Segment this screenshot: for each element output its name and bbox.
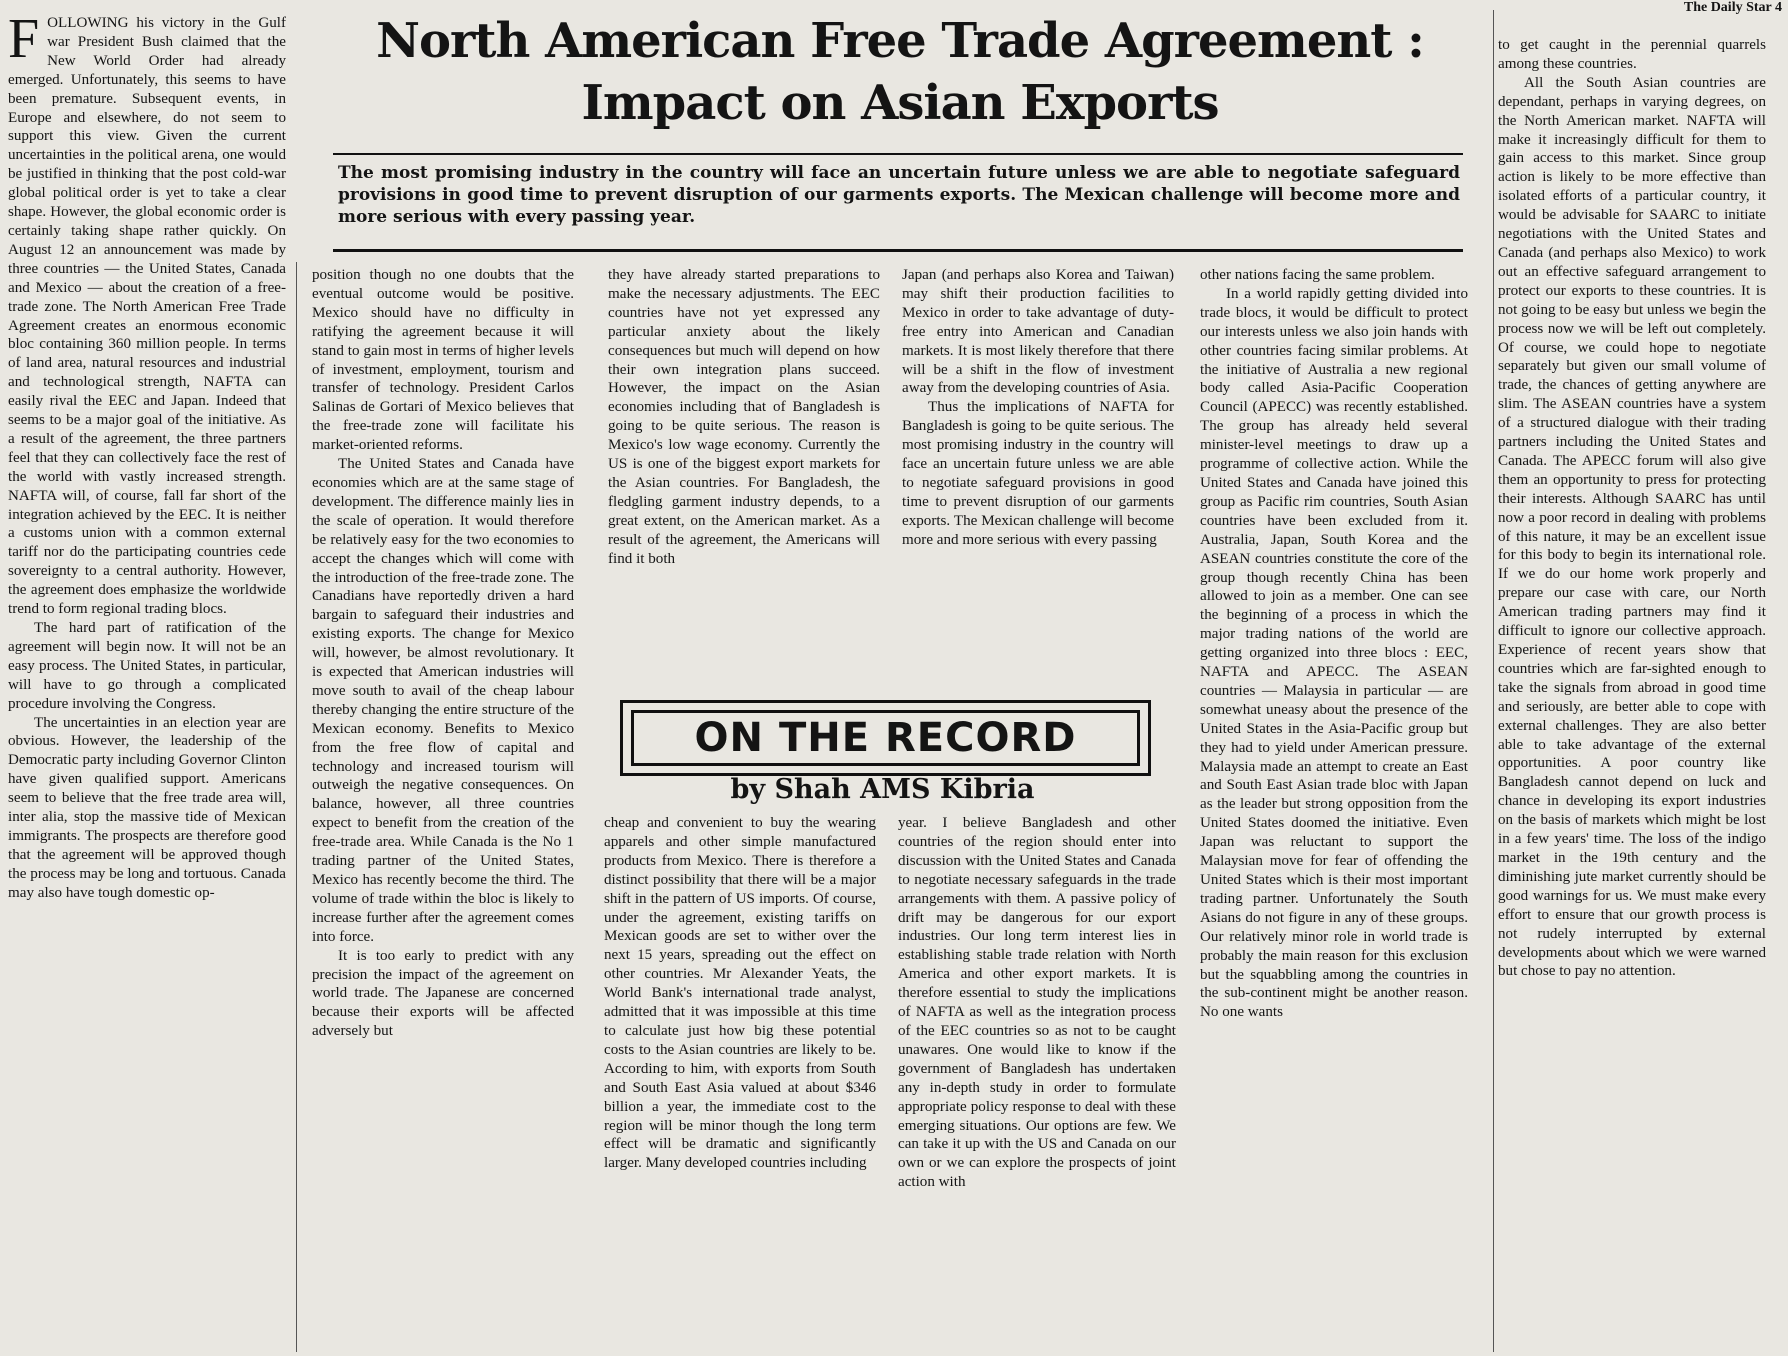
article-column-2 xyxy=(312,266,574,1354)
paragraph: position though no one doubts that the eventual outcome would be positive. Mexico should have no difficulty in ratifying the agreement because it will stand to gain most in terms of higher levels of investment, employment, tourism and transfer of technology. President Carlos Salinas de Gortari of Mexico believes that the free-trade zone will facilitate his market-oriented reforms. xyxy=(312,267,574,454)
paragraph: Thus the implications of NAFTA for Bangladesh is going to be quite serious. The most promising industry in the country will face an uncertain future unless we are able to negotiate safeguard provisions in good time to prevent disruption of our garments exports. The Mexican challenge will become more and more serious with every passing xyxy=(902,399,1174,548)
on-the-record-label: ON THE RECORD xyxy=(631,710,1140,766)
paragraph: The uncertainties in an election year are obvious. However, the leadership of the Democratic party including Governor Clinton have given qualified support. Americans seem to believe that the free trade area will, inter alia, stop the massive tide of Mexican immigrants. The prospects are therefore good that the agreement will be approved though the process may be long and tortuous. Canada may also have tough domestic op- xyxy=(8,714,286,901)
paragraph: In a world rapidly getting divided into trade blocs, it would be difficult to protect our interests unless we also join hands with other countries facing similar problems. At the initiative of Australia a new regional body called Asia-Pacific Cooperation Council (APECC) was recently established. The group has already held several minister-level meetings to draw up a programme of collective action. While the United States and Canada have joined this group as Pacific rim countries, South Asian countries have been excluded from it. Australia, Japan, South Korea and the ASEAN countries constitute the core of the group though recently China has been allowed to join as a member. One can see the beginning of a process in which the major trading nations of the world are getting organized into three blocs : EEC, NAFTA and APECC. The ASEAN countries — Malaysia in particular — are somewhat uneasy about the presence of the United States in the Asia-Pacific group but they had to yield under American pressure. Malaysia made an attempt to create an East and South East Asian trade bloc with Japan as the leader but strong opposition from the United States doomed the initiative. Even Japan was reluctant to support the Malaysian move for fear of offending the United States which is their most important trading partner. Unfortunately the South Asians do not figure in any of these groups. Our relatively minor role in world trade is probably the main reason for this exclusion but the squabbling among the countries in the sub-continent might be another reason. No one wants xyxy=(1200,285,1468,1021)
on-the-record-box xyxy=(620,700,1151,776)
article-column-1 xyxy=(8,14,286,1354)
headline-line-1: North American Free Trade Agreement : xyxy=(376,13,1424,69)
deck-summary: The most promising industry in the country will face an uncertain future unless we are able to negotiate safeguard provisions in good time to prevent disruption of our garments exports. The Mexican challenge will become more and more serious with every passing year. xyxy=(338,163,1460,227)
paragraph: year. I believe Bangladesh and other countries of the region should enter into discussion with the United States and Canada to negotiate necessary safeguards in the trade arrangements with them. A passive policy of drift may be dangerous for our export industries. Our long term interest lies in establishing stable trade relation with North America and other export markets. It is therefore essential to study the implications of NAFTA as well as the integration process of the EEC countries so as not to be caught unawares. One would like to know if the government of Bangladesh has undertaken any in-depth study in order to formulate appropriate policy response to deal with these emerging situations. Our options are few. We can take it up with the US and Canada on our own or we can explore the prospects of joint action with xyxy=(898,815,1176,1191)
article-column-4-top xyxy=(902,266,1174,686)
byline: by Shah AMS Kibria xyxy=(730,774,1035,805)
paragraph: The United States and Canada have economies which are at the same stage of development. The difference mainly lies in the scale of operation. It would therefore be relatively easy for the two economies to accept the changes which will come with the introduction of the free-trade zone. The Canadians have reportedly driven a hard bargain to safeguard their industries and existing exports. The change for Mexico will, however, be almost revolutionary. It is expected that American industries will move south to avail of the cheap labour thereby changing the entire structure of the Mexican economy. Benefits to Mexico from the free flow of capital and technology and increased tourism will outweigh the negative consequences. On balance, however, all three countries expect to benefit from the creation of the free-trade area. While Canada is the No 1 trading partner of the United States, Mexico has recently become the third. The volume of trade within the bloc is likely to increase further after the agreement comes into force. xyxy=(312,456,574,945)
article-column-4-bottom xyxy=(898,814,1176,1354)
paragraph: Japan (and perhaps also Korea and Taiwan) may shift their production facilities to Mexico in order to take advantage of duty-free entry into American and Canadian markets. It is most likely therefore that there will be a shift in the flow of investment away from the developing countries of Asia. xyxy=(902,267,1174,397)
paragraph: OLLOWING his victory in the Gulf war President Bush claimed that the New World Order had already emerged. Unfortunately, this seems to have been premature. Subsequent events, in Europe and elsewhere, do not seem to support this view. Given the current uncertainties in the political arena, one would be justified in thinking that the post cold-war global political order is yet to take a clear shape. However, the global economic order is certainly taking shape rather quickly. On August 12 an announcement was made by three countries — the United States, Canada and Mexico — about the creation of a free-trade zone. The North American Free Trade Agreement creates an enormous economic bloc containing 360 million people. In terms of land area, natural resources and industrial and technological strength, NAFTA can easily rival the EEC and Japan. Indeed that seems to be a major goal of the initiative. As a result of the agreement, the three partners feel that they can collectively face the rest of the world with vastly increased strength. NAFTA will, of course, fall far short of the integration achieved by the EEC. It is neither a customs union with a common external tariff nor do the participating countries cede sovereignty to a central authority. However, the agreement does emphasize the worldwide trend to form regional trading blocs. xyxy=(8,15,286,618)
paragraph: The hard part of ratification of the agreement will begin now. It will not be an easy process. The United States, in particular, will have to go through a complicated procedure involving the Congress. xyxy=(8,620,286,712)
deck-top-rule xyxy=(333,153,1463,155)
column-divider xyxy=(296,262,297,1352)
paragraph: other nations facing the same problem. xyxy=(1200,267,1435,283)
article-column-5 xyxy=(1200,266,1468,1354)
paragraph: to get caught in the perennial quarrels among these countries. xyxy=(1498,37,1766,72)
paragraph: cheap and convenient to buy the wearing apparels and other simple manufactured products from Mexico. There is therefore a distinct possibility that there will be a major shift in the pattern of US imports. Of course, under the agreement, existing tariffs on Mexican goods are set to wither over the next 15 years, spreading out the effect on other countries. Mr Alexander Yeats, the World Bank's international trade analyst, admitted that it was impossible at this time to calculate just how big these potential costs to the Asian countries are likely to be. According to him, with exports from South and South East Asia valued at about $346 billion a year, the immediate cost to the region will be minor though the long term effect will be dramatic and significantly larger. Many developed countries including xyxy=(604,815,876,1172)
paragraph: they have already started preparations to make the necessary adjustments. The EEC countries have not yet expressed any particular anxiety about the likely consequences but much will depend on how their own integration plans succeed. However, the impact on the Asian economies including that of Bangladesh is going to be quite serious. The reason is Mexico's low wage economy. Currently the US is one of the biggest export markets for the Asian countries. For Bangladesh, the fledgling garment industry depends, to a great extent, on the American market. As a result of the agreement, the Americans will find it both xyxy=(608,267,880,567)
paragraph: It is too early to predict with any precision the impact of the agreement on world trade. The Japanese are concerned because their exports will be affected adversely but xyxy=(312,947,574,1040)
deck-bottom-rule xyxy=(333,249,1463,252)
article-column-6 xyxy=(1498,36,1766,1354)
headline-line-2: Impact on Asian Exports xyxy=(581,75,1219,131)
headline xyxy=(330,10,1470,134)
article-column-3-bottom xyxy=(604,814,876,1354)
column-divider xyxy=(1493,10,1494,1352)
article-column-3-top xyxy=(608,266,880,686)
paragraph: All the South Asian countries are dependant, perhaps in varying degrees, on the North American market. NAFTA will make it increasingly difficult for them to gain access to this market. Since group action is likely to be more effective than isolated efforts of a particular country, it would be advisable for SAARC to initiate negotiations with the United States and Canada (and perhaps also Mexico) to work out an effective safeguard arrangement to protect our exports to these countries. It is not going to be easy but unless we begin the process now we will be left out completely. Of course, we could hope to negotiate separately but given our small volume of trade, the chances of getting anywhere are slim. The ASEAN countries have a system of a structured dialogue with their trading partners including the United States and Canada. The APECC forum will also give them an opportunity to press for protecting their interests. Although SAARC has until now a poor record in dealing with problems of this nature, it may be an excellent issue for this body to begin its international role. If we do our home work properly and prepare our case with care, our North American trading partners may find it difficult to ignore our collective approach. Experience of recent years show that countries which are far-sighted enough to take the signals from abroad in good time and seriously, are better able to cope with external challenges. They are also better able to take advantage of the external opportunities. A poor country like Bangladesh cannot depend on luck and chance in developing its export industries on the basis of markets which might be lost in a few years' time. The loss of the indigo market in the 19th century and the diminishing jute market currently should be good warnings for us. We must make every effort to ensure that our growth process is not rudely interrupted by external developments about which we were warned but chose to pay no attention. xyxy=(1498,74,1766,980)
masthead: The Daily Star 4 xyxy=(1683,0,1782,15)
drop-cap: F xyxy=(8,14,40,70)
